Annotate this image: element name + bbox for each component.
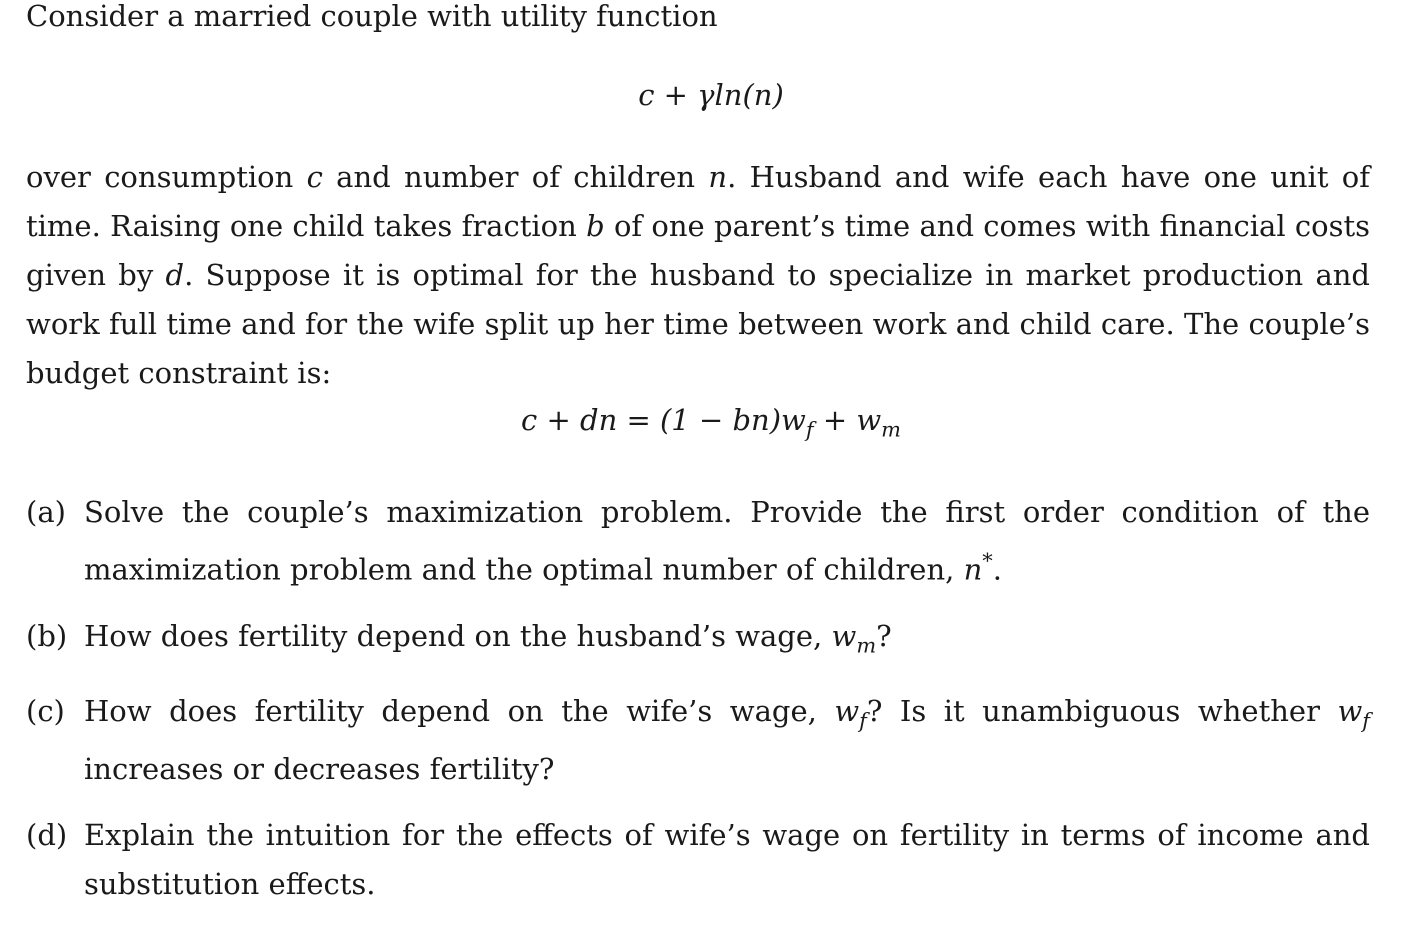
body-text-2: and number of children	[322, 160, 709, 194]
budget-sub-f: f	[805, 417, 814, 442]
budget-plus: + w	[813, 403, 882, 437]
body-text-3: . Husband and wife each have one unit of time. Raising one child takes fraction	[26, 160, 1371, 243]
question-a-var: n	[963, 552, 983, 587]
question-b-body: How does fertility depend on the husband’s wage,	[84, 619, 832, 653]
question-c	[26, 687, 1370, 794]
question-c-body-3: increases or decreases fertility?	[84, 752, 555, 787]
question-a-label: (a)	[26, 495, 66, 529]
question-c-text	[84, 687, 1370, 794]
question-a-end: .	[992, 552, 1002, 587]
question-a-body: Solve the couple’s maximization problem. Provide the first order condition of the maximization problem and the optimal number of children,	[84, 495, 1370, 587]
intro-text: Consider a married couple with utility function	[26, 0, 718, 33]
question-c-body-1: How does fertility depend on the wife’s wage,	[84, 694, 835, 728]
var-n: n	[708, 160, 728, 194]
body-text-1: over consumption	[26, 160, 307, 194]
problem-description	[26, 153, 1370, 398]
question-a-sup: *	[982, 549, 993, 573]
var-d: d	[165, 258, 185, 292]
question-c-sub-1: f	[859, 708, 867, 733]
body-text-5: . Suppose it is optimal for the husband to specialize in market production and work full time and for the wife split up her time between work and child care. The couple’s budget constraint is:	[26, 258, 1370, 390]
question-c-var-1: w	[834, 694, 860, 728]
body-text-4: of one parent’s time and comes with financial costs given by	[26, 209, 1371, 292]
budget-equation	[0, 403, 1422, 441]
budget-main: c + dn = (1 − bn)w	[521, 403, 806, 437]
var-b: b	[586, 209, 605, 243]
question-b	[26, 612, 1370, 670]
question-c-var-2: w	[1337, 694, 1363, 728]
question-a-text	[84, 488, 1370, 594]
question-d-label: (d)	[26, 818, 68, 852]
question-b-end: ?	[876, 619, 892, 653]
question-a	[26, 488, 1370, 594]
var-c: c	[306, 160, 323, 194]
question-c-label: (c)	[26, 694, 65, 728]
question-b-text	[84, 612, 1370, 670]
question-b-label: (b)	[26, 619, 68, 653]
question-b-sub: m	[856, 633, 877, 658]
question-c-sub-2: f	[1362, 708, 1370, 733]
question-d	[26, 811, 1370, 909]
budget-sub-m: m	[881, 417, 901, 442]
question-c-body-2: ? Is it unambiguous whether	[866, 694, 1338, 728]
utility-equation: c + γln(n)	[638, 78, 784, 112]
question-b-var: w	[831, 619, 857, 653]
question-d-text: Explain the intuition for the effects of wife’s wage on fertility in terms of income and substitution effects.	[84, 818, 1370, 901]
